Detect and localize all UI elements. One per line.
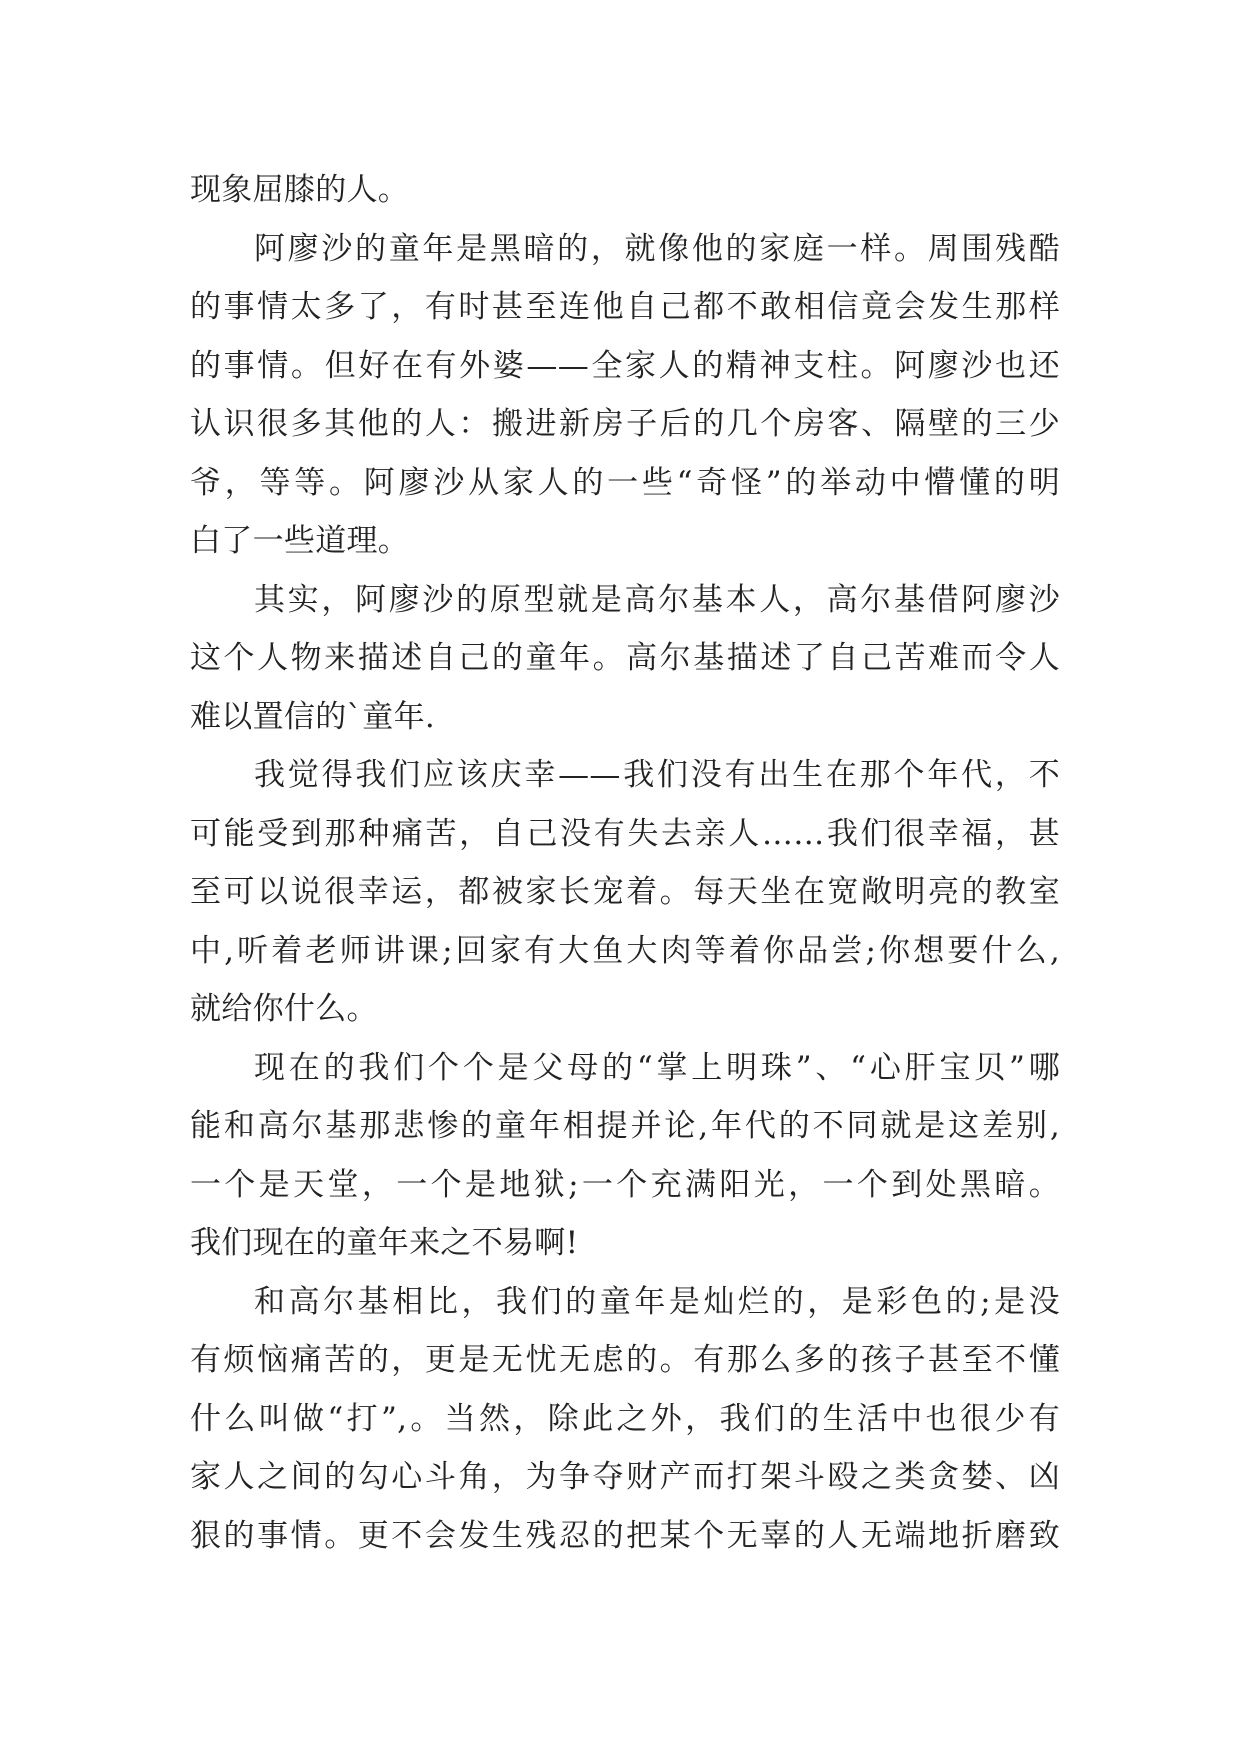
text-line: 的事情。但好在有外婆——全家人的精神支柱。阿廖沙也还 bbox=[190, 347, 1060, 384]
text-line: 什么叫做“打”,。当然，除此之外，我们的生活中也很少有 bbox=[190, 1400, 1060, 1437]
text-line: 的事情太多了，有时甚至连他自己都不敢相信竟会发生那样 bbox=[190, 289, 1060, 325]
text-line: 阿廖沙的童年是黑暗的，就像他的家庭一样。周围残酷 bbox=[254, 230, 1060, 267]
text-line: 爷，等等。阿廖沙从家人的一些“奇怪”的举动中懵懂的明 bbox=[190, 464, 1060, 501]
text-line: 中,听着老师讲课;回家有大鱼大肉等着你品尝;你想要什么, bbox=[190, 932, 1060, 969]
text-line: 现在的我们个个是父母的“掌上明珠”、“心肝宝贝”哪 bbox=[254, 1049, 1060, 1086]
text-line: 至可以说很幸运，都被家长宠着。每天坐在宽敞明亮的教室 bbox=[190, 874, 1060, 910]
text-line: 一个是天堂，一个是地狱;一个充满阳光，一个到处黑暗。 bbox=[190, 1166, 1060, 1203]
text-line: 狠的事情。更不会发生残忍的把某个无辜的人无端地折磨致 bbox=[190, 1517, 1060, 1554]
text-line: 我们现在的童年来之不易啊! bbox=[190, 1225, 579, 1261]
text-line: 这个人物来描述自己的童年。高尔基描述了自己苦难而令人 bbox=[190, 640, 1060, 676]
text-line: 可能受到那种痛苦，自己没有失去亲人……我们很幸福，甚 bbox=[190, 815, 1060, 852]
text-line: 我觉得我们应该庆幸——我们没有出生在那个年代，不 bbox=[254, 757, 1060, 793]
text-line: 难以置信的`童年. bbox=[190, 698, 436, 735]
text-line: 有烦恼痛苦的，更是无忧无虑的。有那么多的孩子甚至不懂 bbox=[190, 1342, 1060, 1378]
text-line: 和高尔基相比，我们的童年是灿烂的，是彩色的;是没 bbox=[254, 1283, 1060, 1320]
text-line: 现象屈膝的人。 bbox=[190, 172, 410, 208]
text-line: 能和高尔基那悲惨的童年相提并论,年代的不同就是这差别, bbox=[190, 1108, 1060, 1144]
text-line: 白了一些道理。 bbox=[190, 523, 410, 559]
text-line: 认识很多其他的人：搬进新房子后的几个房客、隔壁的三少 bbox=[190, 406, 1060, 442]
text-line: 就给你什么。 bbox=[190, 991, 378, 1027]
text-line: 其实，阿廖沙的原型就是高尔基本人，高尔基借阿廖沙 bbox=[254, 581, 1060, 618]
body-text bbox=[190, 161, 1060, 1565]
text-line: 家人之间的勾心斗角，为争夺财产而打架斗殴之类贪婪、凶 bbox=[190, 1459, 1060, 1495]
